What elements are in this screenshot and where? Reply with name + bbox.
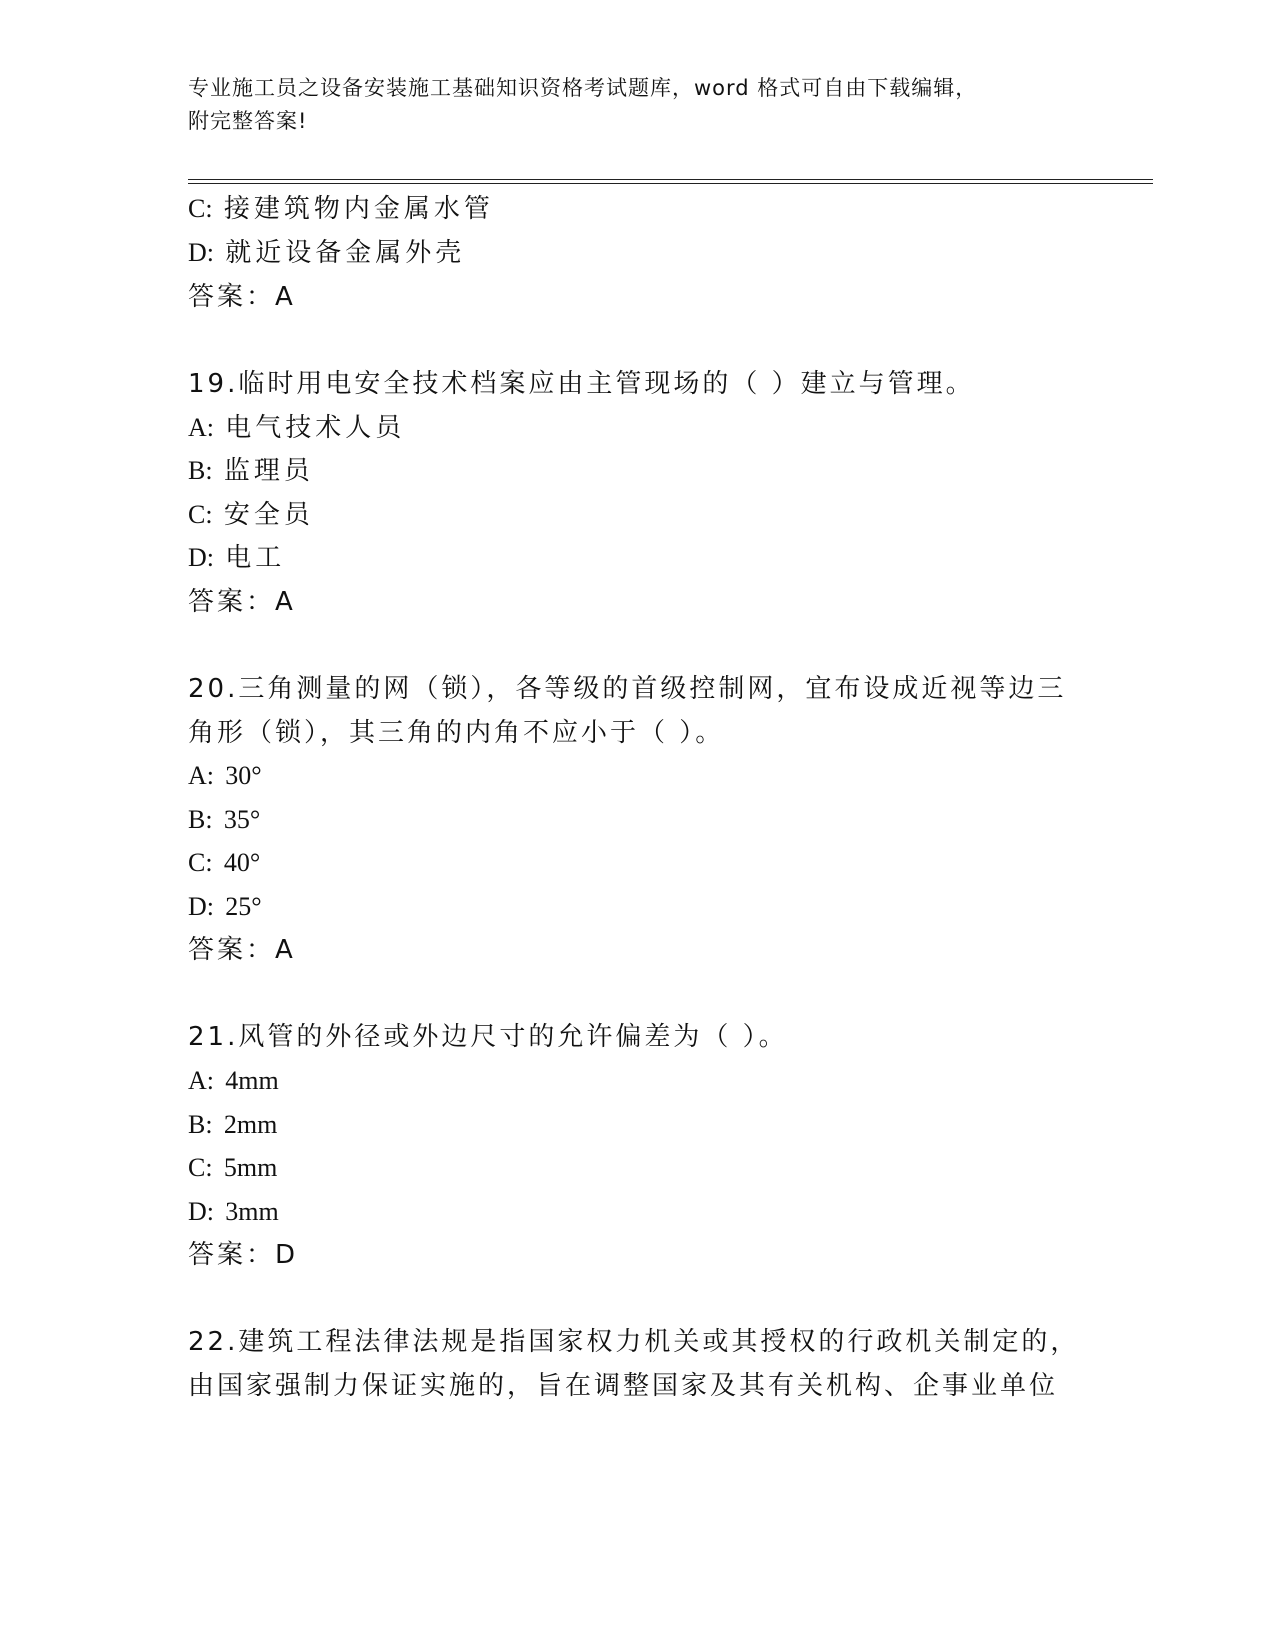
option-text: 监理员 xyxy=(223,456,314,486)
option-text: 4mm xyxy=(225,1066,279,1095)
q21-question: 21.风管的外径或外边尺寸的允许偏差为（ ）。 xyxy=(188,1022,788,1052)
q19-option-d xyxy=(188,540,285,576)
option-key: C: xyxy=(188,500,213,529)
q19-option-c xyxy=(188,497,314,533)
q21-option-b xyxy=(188,1107,277,1143)
option-key: D: xyxy=(188,892,214,921)
option-text: 40° xyxy=(223,848,261,877)
q20-option-b xyxy=(188,802,260,838)
option-text: 3mm xyxy=(225,1197,279,1226)
option-text: 电工 xyxy=(225,543,286,573)
q18-option-c xyxy=(188,191,494,227)
option-key: B: xyxy=(188,1110,213,1139)
answer-label: 答案： xyxy=(188,282,276,312)
q22-question-line-1: 22.建筑工程法律法规是指国家权力机关或其授权的行政机关制定的， xyxy=(188,1327,1080,1357)
option-key: D: xyxy=(188,1197,214,1226)
option-key: B: xyxy=(188,805,213,834)
option-key: C: xyxy=(188,848,213,877)
option-text: 安全员 xyxy=(223,500,314,530)
answer-value: A xyxy=(275,935,293,965)
option-text: 30° xyxy=(225,761,262,790)
answer-label: 答案： xyxy=(188,1240,276,1270)
option-key: D: xyxy=(188,543,214,572)
option-key: B: xyxy=(188,456,213,485)
answer-label: 答案： xyxy=(188,587,276,617)
option-key: A: xyxy=(188,1066,214,1095)
q21-option-d xyxy=(188,1194,279,1230)
answer-value: A xyxy=(275,587,293,617)
answer-label: 答案： xyxy=(188,935,276,965)
header-title-line-2: 附完整答案! xyxy=(188,109,308,133)
q18-answer xyxy=(188,279,293,315)
answer-value: A xyxy=(275,282,293,312)
option-text: 35° xyxy=(223,805,261,834)
q19-option-b xyxy=(188,453,314,489)
option-text: 2mm xyxy=(223,1110,278,1139)
option-key: A: xyxy=(188,761,214,790)
q20-answer xyxy=(188,932,293,968)
q21-option-a xyxy=(188,1063,279,1099)
q20-question-line-1: 20.三角测量的网（锁），各等级的首级控制网，宜布设成近视等边三 xyxy=(188,674,1067,704)
q20-question-line-2: 角形（锁），其三角的内角不应小于（ ）。 xyxy=(188,718,725,748)
document-header xyxy=(188,72,1088,138)
q20-option-a xyxy=(188,758,262,794)
q18-option-d xyxy=(188,235,465,271)
q22-question-line-2: 由国家强制力保证实施的，旨在调整国家及其有关机构、企事业单位 xyxy=(188,1371,1059,1401)
q21-option-c xyxy=(188,1150,277,1186)
option-key: A: xyxy=(188,413,214,442)
q19-answer xyxy=(188,584,293,620)
option-key: C: xyxy=(188,194,213,223)
option-text: 电气技术人员 xyxy=(225,413,406,443)
q20-option-c xyxy=(188,845,260,881)
q19-option-a xyxy=(188,410,405,446)
option-key: D: xyxy=(188,238,214,267)
q19-question: 19.临时用电安全技术档案应由主管现场的（ ）建立与管理。 xyxy=(188,369,975,399)
q21-answer xyxy=(188,1237,295,1273)
option-text: 5mm xyxy=(223,1153,278,1182)
answer-value: D xyxy=(275,1240,296,1270)
q20-option-d xyxy=(188,889,262,925)
option-text: 25° xyxy=(225,892,262,921)
header-divider-top xyxy=(188,179,1153,180)
option-text: 接建筑物内金属水管 xyxy=(223,194,494,224)
header-title-line-1: 专业施工员之设备安装施工基础知识资格考试题库，word 格式可自由下载编辑， xyxy=(188,76,978,100)
header-divider-bottom xyxy=(188,183,1153,184)
option-key: C: xyxy=(188,1153,213,1182)
option-text: 就近设备金属外壳 xyxy=(225,238,466,268)
